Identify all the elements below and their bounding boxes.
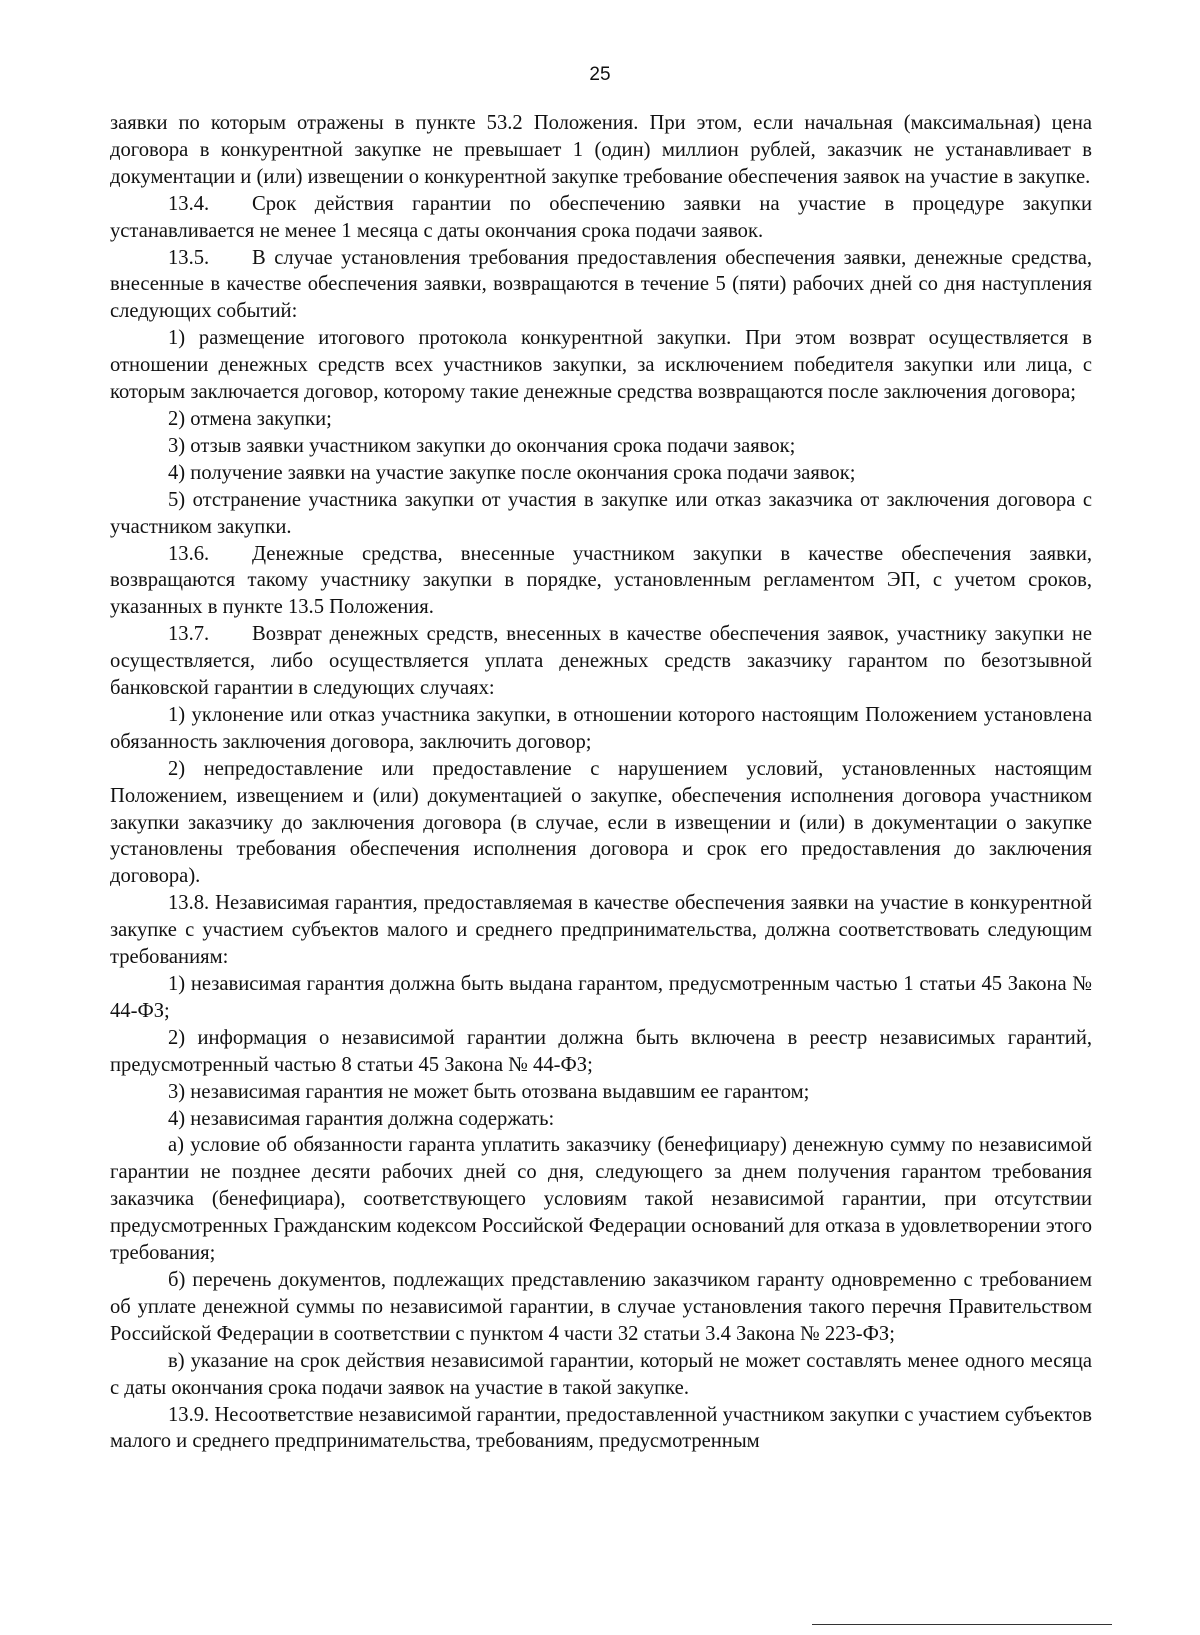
clause-number: 13.7. [168,623,210,646]
list-item-13-7-2: 2) непредоставление или предоставление с нарушением условий, установленных настоящим Положением, извещением и (или) документацией о закупке, обеспечения исполнения договора участником закупки заказчику до заключения договора (в случае, если в извещении и (или) в документации о закупке установлены требования обеспечения исполнения договора и срок его предоставления до заключения договора). [110,757,1092,888]
page-number: 25 [589,64,611,85]
list-item-13-5-4: 4) получение заявки на участие закупке после окончания срока подачи заявок; [168,461,856,484]
paragraph-text: Денежные средства, внесенные участником закупки в качестве обеспечения заявки, возвращаются такому участнику закупки в порядке, установленным регламентом ЭП, с учетом сроков, указанных в пункте 13.5 Положения. [110,542,1092,619]
paragraph-continuation [110,110,1092,191]
list-item-13-8-4b: б) перечень документов, подлежащих представлению заказчиком гаранту одновременно с требованием об уплате денежной суммы по независимой гарантии, в случае установления такого перечня Правительством Российской Федерации в соответствии с пунктом 4 части 32 статьи 3.4 Закона № 223-ФЗ; [110,1268,1092,1345]
list-item-13-8-4c: в) указание на срок действия независимой гарантии, который не может составлять менее одного месяца с даты окончания срока подачи заявок на участие в такой закупке. [110,1349,1092,1399]
list-item-13-8-3: 3) независимая гарантия не может быть отозвана выдавшим ее гарантом; [168,1080,810,1103]
paragraph-13-4 [110,191,1092,245]
footer-divider [812,1624,1112,1625]
paragraph-13-8: 13.8. Независимая гарантия, предоставляемая в качестве обеспечения заявки на участие в конкурентной закупке с участием субъектов малого и среднего предпринимательства, должна соответствовать следующим требованиям: [110,892,1092,969]
list-item-13-8-4: 4) независимая гарантия должна содержать: [168,1107,555,1130]
list-item-13-8-2: 2) информация о независимой гарантии должна быть включена в реестр независимых гарантий, предусмотренный частью 8 статьи 45 Закона № 44-ФЗ; [110,1026,1092,1076]
paragraph-text: заявки по которым отражены в пункте 53.2 Положения. При этом, если начальная (максимальная) цена договора в конкурентной закупке не превышает 1 (один) миллион рублей, заказчик не устанавливает в документации и (или) извещении о конкурентной закупке требование обеспечения заявок на участие в закупке. [110,112,1092,188]
paragraph-text: В случае установления требования предоставления обеспечения заявки, денежные средства, внесенные в качестве обеспечения заявки, возвращаются в течение 5 (пяти) рабочих дней со дня наступления следующих событий: [110,246,1092,323]
paragraph-text: Возврат денежных средств, внесенных в качестве обеспечения заявок, участнику закупки не осуществляется, либо осуществляется уплата денежных средств заказчику гарантом по безотзывной банковской гарантии в следующих случаях: [110,623,1092,700]
clause-number: 13.6. [168,542,210,565]
list-item-13-5-3: 3) отзыв заявки участником закупки до окончания срока подачи заявок; [168,434,796,457]
paragraph-13-5 [110,245,1092,326]
paragraph-text: Срок действия гарантии по обеспечению заявки на участие в процедуре закупки устанавливается не менее 1 месяца с даты окончания срока подачи заявок. [110,192,1092,242]
list-item-13-8-4a: а) условие об обязанности гаранта уплатить заказчику (бенефициару) денежную сумму по независимой гарантии не позднее десяти рабочих дней со дня, следующего за днем получения гарантом требования заказчика (бенефициара), соответствующего условиям такой независимой гарантии, при отсутствии предусмотренных Гражданским кодексом Российской Федерации оснований для отказа в удовлетворении этого требования; [110,1134,1092,1265]
paragraph-13-6 [110,541,1092,622]
paragraph-13-9: 13.9. Несоответствие независимой гарантии, предоставленной участником закупки с участием субъектов малого и среднего предпринимательства, требованиям, предусмотренным [110,1403,1092,1453]
clause-number: 13.4. [168,192,210,215]
list-item-13-8-1: 1) независимая гарантия должна быть выдана гарантом, предусмотренным частью 1 статьи 45 Закона № 44-ФЗ; [110,973,1092,1022]
document-body [110,110,1092,1455]
list-item-13-5-5: 5) отстранение участника закупки от участия в закупке или отказ заказчика от заключения договора с участником закупки. [110,488,1092,538]
clause-number: 13.5. [168,246,210,269]
list-item-13-5-1: 1) размещение итогового протокола конкурентной закупки. При этом возврат осуществляется в отношении денежных средств всех участников закупки, за исключением победителя закупки или лица, с которым заключается договор, которому такие денежные средства возвращаются после заключения договора; [110,327,1092,404]
list-item-13-7-1: 1) уклонение или отказ участника закупки, в отношении которого настоящим Положением установлена обязанность заключения договора, заключить договор; [110,703,1092,753]
paragraph-13-7 [110,621,1092,702]
list-item-13-5-2: 2) отмена закупки; [168,407,332,430]
